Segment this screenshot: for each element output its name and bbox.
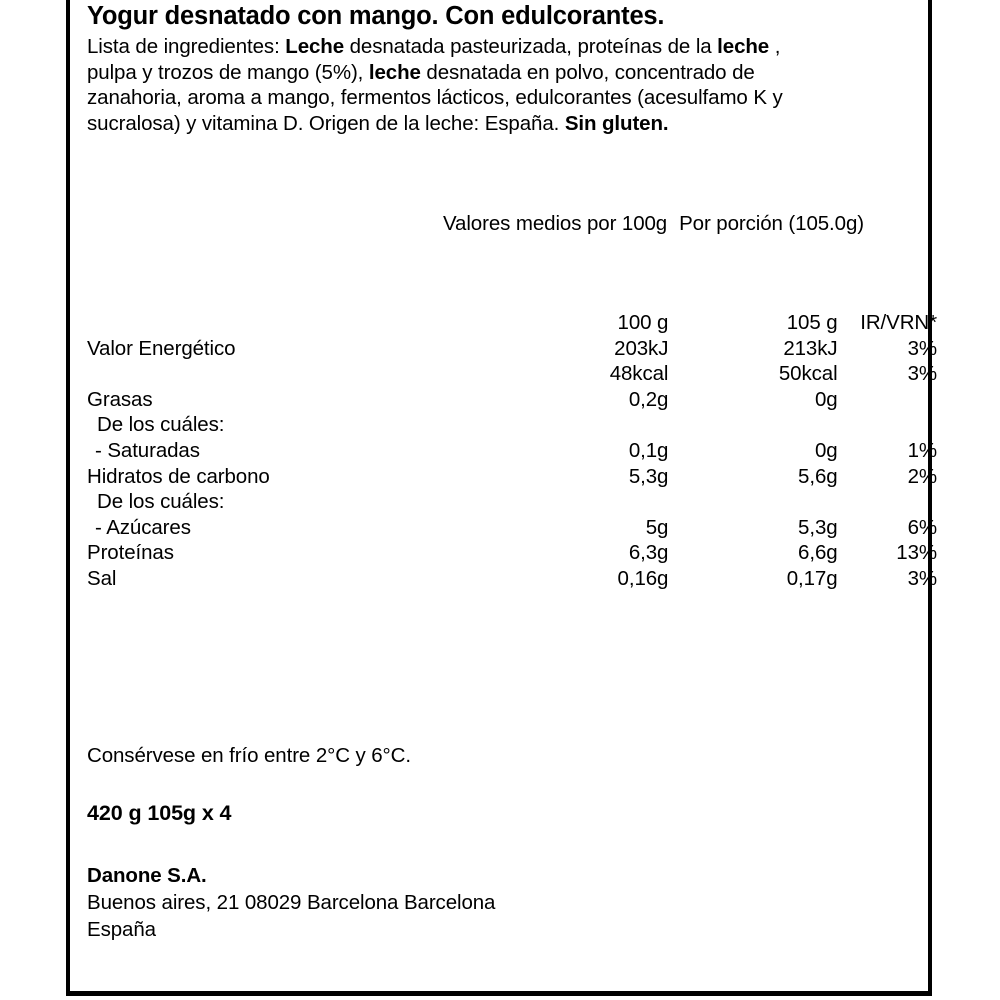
nutrition-table-body [87, 310, 939, 592]
nutrient-value-100g: 0,16g [617, 566, 669, 590]
nutrient-value-vrn: 3% [907, 566, 937, 590]
ingredients-line-4 [87, 111, 923, 137]
manufacturer-name: Danone S.A. [87, 864, 207, 887]
nutrient-value-105g [668, 412, 837, 438]
nutrition-columns-banner [87, 212, 923, 236]
nutrient-value-100g: 203kJ [614, 336, 669, 360]
nutrient-value-105g: 5,3g [798, 515, 838, 539]
nutrient-value-vrn [838, 412, 939, 438]
manufacturer-info [87, 862, 495, 943]
manufacturer-address-line-1: Buenos aires, 21 08029 Barcelona Barcelona [87, 891, 496, 914]
table-row [87, 387, 939, 413]
header-105g-cell: 105 g [786, 311, 838, 334]
nutrient-value-100g: 48kcal [609, 362, 669, 386]
nutrient-value-100g: 0,2g [628, 387, 669, 411]
nutrient-value-100g [521, 412, 669, 438]
manufacturer-address-line-2: España [87, 918, 156, 941]
column-header-per-portion: Por porción (105.0g) [679, 212, 864, 235]
nutrient-value-vrn: 13% [896, 541, 937, 565]
ingredients-text: desnatada en polvo, concentrado de [420, 60, 755, 84]
table-row [87, 412, 939, 438]
header-label-cell [87, 310, 521, 336]
nutrient-value-100g [521, 489, 669, 515]
ingredients-line-2 [87, 60, 923, 86]
table-header-row [87, 310, 939, 336]
table-row [87, 566, 939, 592]
nutrient-value-105g: 213kJ [783, 336, 838, 360]
nutrient-label: Sal [87, 566, 117, 590]
nutrient-value-105g: 0g [814, 387, 838, 411]
nutrient-label: Grasas [87, 387, 153, 411]
table-row [87, 336, 939, 362]
nutrient-value-100g: 0,1g [628, 438, 669, 462]
table-row [87, 438, 939, 464]
ingredients-text: desnatada pasteurizada, proteínas de la [344, 35, 718, 58]
nutrient-value-105g [668, 489, 837, 515]
nutrient-value-vrn: 3% [907, 362, 937, 386]
nutrient-label: Valor Energético [87, 336, 236, 360]
table-row [87, 361, 939, 387]
page-title: Yogur desnatado con mango. Con edulcorantes. [87, 2, 665, 30]
table-row [87, 515, 939, 541]
ingredients-text: , [769, 35, 781, 58]
nutrition-table [87, 310, 939, 592]
table-row [87, 489, 939, 515]
table-row [87, 540, 939, 566]
column-header-per-100g: Valores medios por 100g [443, 212, 668, 235]
nutrient-value-100g: 5g [645, 515, 669, 539]
nutrient-label: - Azúcares [95, 515, 191, 539]
ingredients-text: sucralosa) y vitamina D. Origen de la leche: España. [87, 111, 565, 135]
nutrient-value-vrn: 2% [907, 464, 937, 488]
nutrient-label: Hidratos de carbono [87, 464, 270, 488]
storage-instructions: Consérvese en frío entre 2°C y 6°C. [87, 744, 411, 767]
nutrient-value-vrn: 3% [907, 336, 937, 360]
label-content [70, 0, 937, 991]
ingredients-text: pulpa y trozos de mango (5%), [87, 60, 369, 84]
ingredients-line-1 [87, 34, 923, 60]
nutrition-label-frame [66, 0, 937, 996]
nutrient-value-105g: 5,6g [798, 464, 838, 488]
ingredients-line-3: zanahoria, aroma a mango, fermentos lácticos, edulcorantes (acesulfamo K y [87, 86, 783, 110]
nutrient-value-100g: 5,3g [628, 464, 669, 488]
nutrient-value-vrn [838, 387, 939, 413]
nutrient-label: Proteínas [87, 541, 174, 565]
allergen-leche: leche [368, 60, 421, 84]
ingredients-list [87, 34, 923, 136]
allergen-leche: Leche [285, 35, 345, 58]
allergen-leche: leche [717, 35, 770, 58]
nutrient-value-vrn [838, 489, 939, 515]
nutrient-value-105g: 0,17g [786, 566, 838, 590]
nutrient-label [87, 361, 521, 387]
ingredients-text: Lista de ingredientes: [87, 35, 286, 58]
gluten-free-claim: Sin gluten. [564, 111, 669, 135]
net-weight-text: 420 g 105g x 4 [87, 801, 232, 825]
nutrient-label: De los cuáles: [97, 413, 225, 437]
table-row [87, 464, 939, 490]
nutrient-value-vrn: 1% [907, 438, 937, 462]
nutrient-value-100g: 6,3g [628, 541, 669, 565]
header-100g-cell: 100 g [617, 311, 669, 334]
nutrient-value-105g: 0g [814, 438, 838, 462]
nutrient-value-105g: 6,6g [798, 541, 838, 565]
nutrient-label: De los cuáles: [97, 490, 225, 514]
nutrient-value-105g: 50kcal [778, 362, 838, 386]
nutrient-value-vrn: 6% [907, 515, 937, 539]
header-vrn-cell: IR/VRN* [860, 311, 937, 334]
nutrient-label: - Saturadas [95, 438, 200, 462]
